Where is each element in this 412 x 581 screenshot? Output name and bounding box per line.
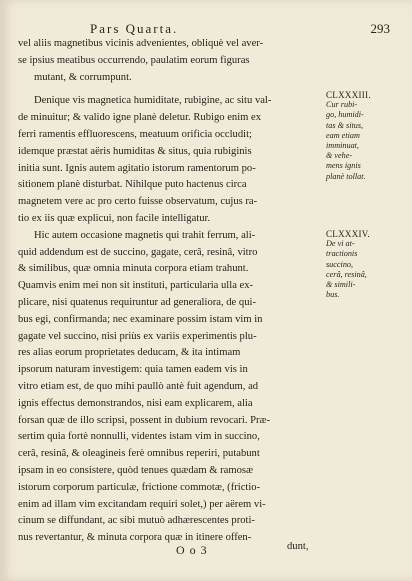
marginal-number: CLXXXIV.: [326, 229, 370, 239]
text-line: cinum se diffundant, ac sibi mutuò adhærescentes proti-: [18, 515, 255, 527]
signature-mark: O o 3: [176, 543, 208, 557]
marginal-line: go, humidi-: [326, 110, 364, 120]
text-line: bus egi, confirmanda; nec examinare possim istam vim in: [18, 313, 263, 325]
marginal-line: eam etiam: [326, 130, 360, 140]
text-line: de minuitur; & valido igne planè deletur. Rubigo enim ex: [18, 112, 262, 124]
page-header: [90, 21, 390, 37]
text-line: istorum corporum particulæ, frictione commotæ, (frictio-: [18, 481, 261, 493]
marginal-note-183: [326, 90, 388, 182]
running-title: Pars Quarta.: [90, 21, 179, 36]
text-line: tio ex iis quæ explicui, non facile intelligatur.: [18, 212, 211, 224]
text-line: initia sunt. Ignis autem agitatio istorum ramentorum po-: [18, 162, 256, 174]
marginal-line: planè tollat.: [326, 171, 366, 181]
text-line: Denique vis magnetica humiditate, rubigine, ac situ val-: [34, 95, 272, 107]
text-line: gagate vel succino, nisi priùs ex variis experimentis plu-: [18, 330, 257, 342]
marginal-line: bus.: [326, 290, 340, 300]
text-line: magnetem vere ac pro certo fuisse observatum, cujus ra-: [18, 196, 258, 208]
text-line: ferri ramentis effluorescens, meatuum orificia occludit;: [18, 128, 252, 140]
text-line: vel aliis magnetibus vicinis advenientes, obliquè vel aver-: [18, 38, 264, 49]
text-line: Hic autem occasione magnetis qui trahit ferrum, ali-: [34, 229, 256, 241]
text-line: sertim quia fortè nonnulli, videntes istam vim in succino,: [18, 431, 260, 443]
marginal-line: tas & situs,: [326, 120, 364, 130]
text-line: sitionem planè disturbat. Nihilque puto hactenus circa: [18, 179, 247, 191]
text-line: ipsorum naturam investigem: quia tamen eadem vis in: [18, 364, 248, 376]
marginal-number: CLXXXIII.: [326, 90, 371, 100]
text-line: idemque præstat aëris humiditas & situs, quia rubiginis: [18, 145, 252, 157]
marginal-line: De vi at-: [326, 239, 355, 249]
marginal-line: Cur rubi-: [326, 100, 358, 110]
text-line: cerâ, resinâ, & oleagineis ferè omnibus reperiri, putabunt: [18, 448, 260, 460]
marginal-line: imminuat,: [326, 141, 359, 151]
marginal-line: tractionis: [326, 249, 358, 259]
text-line: se ipsius meatibus occurrendo, paulatim eorum figuras: [18, 54, 250, 66]
marginal-line: succino,: [326, 259, 354, 269]
marginal-line: cerâ, resinâ,: [326, 269, 367, 279]
catchword: dunt,: [287, 541, 309, 552]
text-line: enim ad illam vim excitandam requiri solet,) per aërem vi-: [18, 498, 266, 510]
text-line: nus revertantur, & minuta corpora quæ in itinere offen-: [18, 532, 252, 544]
text-line: plicare, nisi quatenus requiruntur ad generaliora, de qui-: [18, 296, 256, 308]
text-line: forsan quæ de illo scripsi, possent in dubium revocari. Præ-: [18, 414, 271, 426]
marginal-note-184: [326, 229, 388, 300]
text-line: res alias eorum proprietates deducam, & ita intimam: [18, 347, 241, 359]
text-line: ipsam in eo consistere, quòd tenues quædam & ramosæ: [18, 464, 254, 476]
text-line: ignis effectus demonstrandos, nisi eam explicarem, alia: [18, 397, 253, 409]
text-line: Quamvis enim mei non sit instituti, particularia ulla ex-: [18, 280, 254, 292]
text-line: vitro etiam est, de quo mihi paullò antè fuit agendum, ad: [18, 380, 259, 392]
text-line: & similibus, quæ omnia minuta corpora etiam trahunt.: [18, 263, 249, 275]
text-line: quid addendum est de succino, gagate, cerâ, resinâ, vitro: [18, 246, 258, 258]
marginal-line: & vehe-: [326, 151, 353, 161]
text-line: mutant, & corrumpunt.: [34, 71, 132, 83]
page-number: 293: [370, 21, 390, 36]
marginal-line: & simili-: [326, 280, 356, 290]
body-text: [18, 36, 320, 547]
marginal-line: mens ignis: [326, 161, 361, 171]
